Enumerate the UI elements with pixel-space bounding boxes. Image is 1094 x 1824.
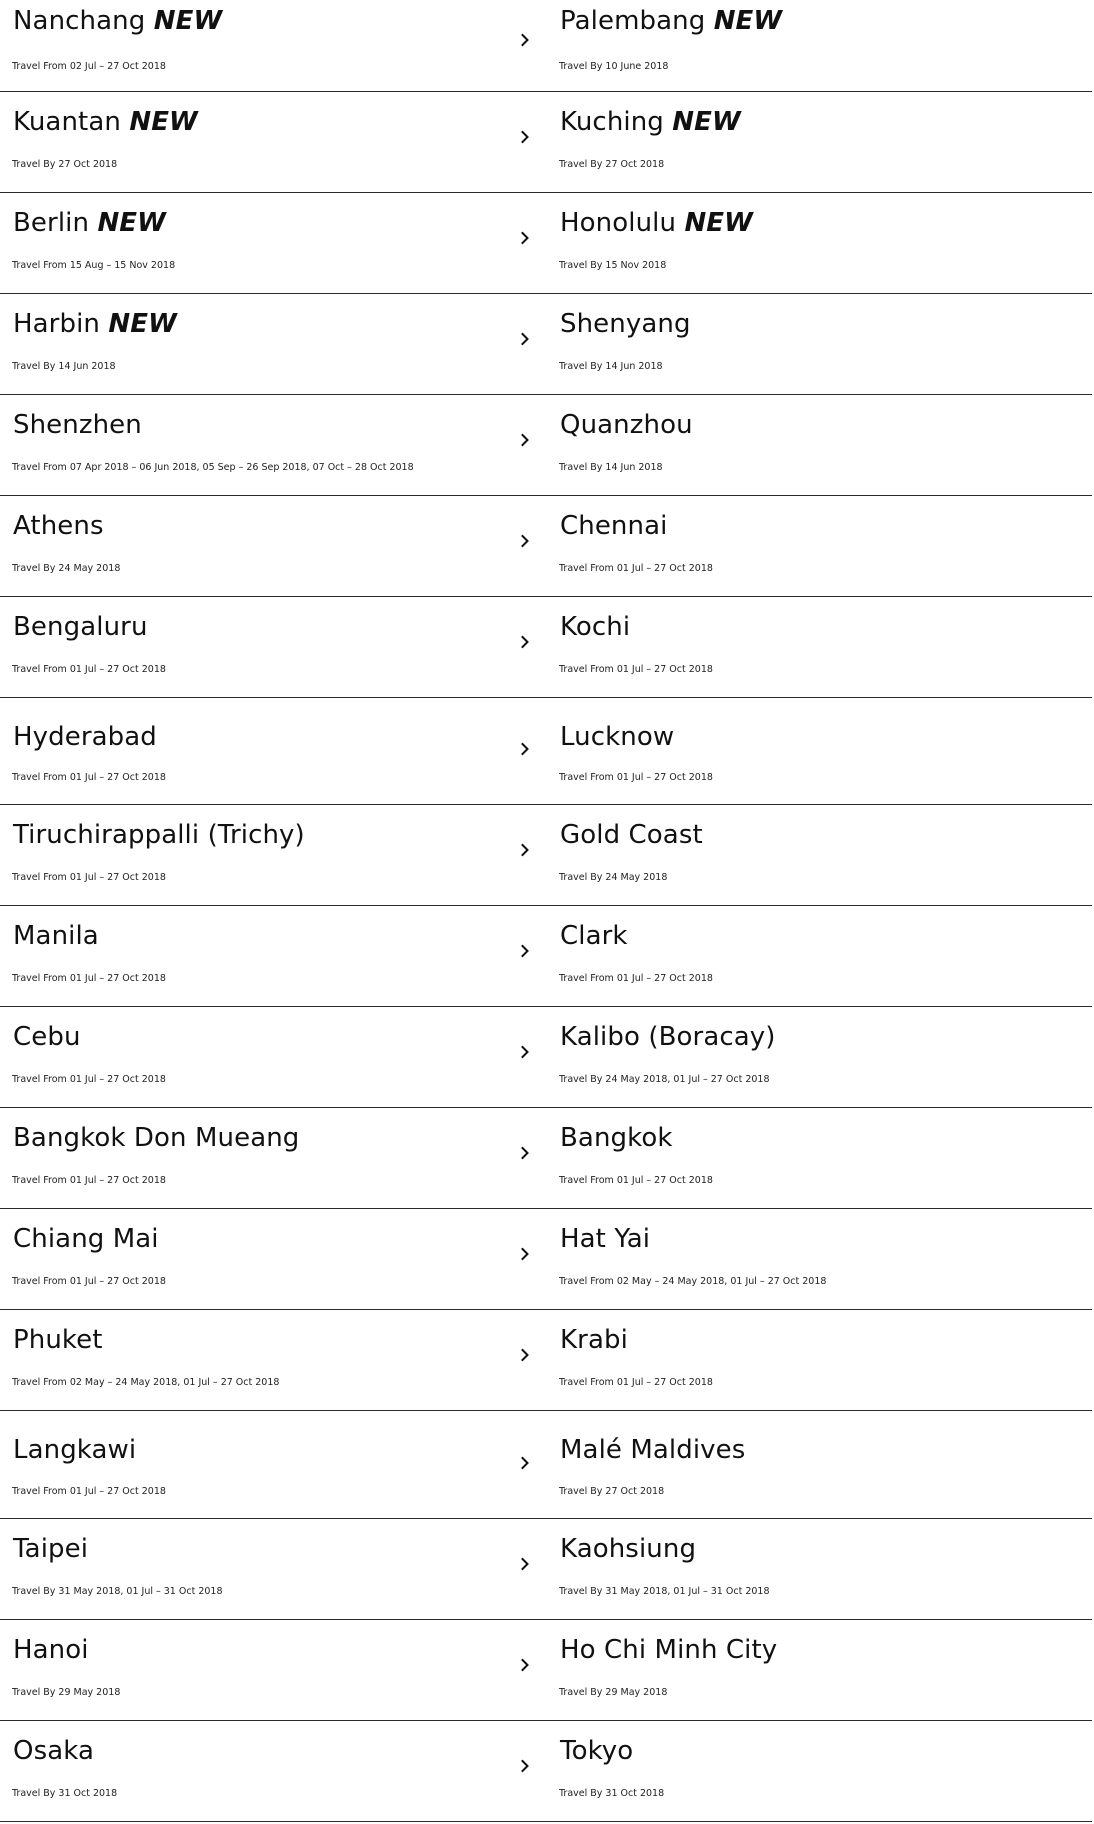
destination-item[interactable] bbox=[546, 805, 1092, 906]
destination-title bbox=[560, 822, 703, 848]
destination-item[interactable] bbox=[0, 1620, 546, 1721]
destination-item[interactable] bbox=[546, 1108, 1092, 1209]
destination-item[interactable] bbox=[0, 805, 546, 906]
city-name: Clark bbox=[560, 921, 628, 951]
destination-row bbox=[0, 597, 1094, 698]
city-name: Kalibo (Boracay) bbox=[560, 1022, 776, 1052]
destination-item[interactable] bbox=[546, 92, 1092, 193]
city-name: Phuket bbox=[13, 1325, 103, 1355]
city-name: Bangkok bbox=[560, 1123, 673, 1153]
travel-period: Travel By 27 Oct 2018 bbox=[12, 159, 118, 170]
destination-item[interactable] bbox=[0, 1007, 546, 1108]
travel-period: Travel From 01 Jul – 27 Oct 2018 bbox=[12, 1074, 166, 1085]
destination-title bbox=[560, 1024, 776, 1050]
city-name: Nanchang bbox=[13, 6, 146, 36]
city-name: Hyderabad bbox=[13, 722, 157, 752]
city-name: Gold Coast bbox=[560, 820, 703, 850]
travel-period: Travel By 24 May 2018, 01 Jul – 27 Oct 2018 bbox=[559, 1074, 770, 1085]
new-badge: NEW bbox=[713, 6, 783, 36]
chevron-right-icon bbox=[517, 230, 533, 246]
destination-title bbox=[13, 311, 177, 337]
destination-item[interactable] bbox=[546, 0, 1092, 92]
destination-row bbox=[0, 0, 1094, 92]
destination-title bbox=[560, 1125, 673, 1151]
destination-item[interactable] bbox=[546, 1310, 1092, 1411]
travel-period: Travel By 14 Jun 2018 bbox=[559, 462, 663, 473]
travel-period: Travel From 02 Jul – 27 Oct 2018 bbox=[12, 61, 166, 72]
destination-item[interactable] bbox=[0, 395, 546, 496]
destination-item[interactable] bbox=[546, 1007, 1092, 1108]
city-name: Quanzhou bbox=[560, 410, 693, 440]
destination-item[interactable] bbox=[0, 1209, 546, 1310]
destination-row bbox=[0, 805, 1094, 906]
chevron-right-icon bbox=[517, 1758, 533, 1774]
destination-row bbox=[0, 906, 1094, 1007]
destination-row bbox=[0, 294, 1094, 395]
destination-item[interactable] bbox=[0, 1519, 546, 1620]
chevron-right-icon bbox=[517, 1455, 533, 1471]
travel-period: Travel By 14 Jun 2018 bbox=[559, 361, 663, 372]
destination-item[interactable] bbox=[0, 294, 546, 395]
city-name: Shenyang bbox=[560, 309, 691, 339]
destination-title bbox=[560, 923, 628, 949]
travel-period: Travel From 02 May – 24 May 2018, 01 Jul – 27 Oct 2018 bbox=[559, 1276, 827, 1287]
chevron-right-icon bbox=[517, 1657, 533, 1673]
chevron-right-icon bbox=[517, 1246, 533, 1262]
destination-item[interactable] bbox=[546, 1519, 1092, 1620]
chevron-right-icon bbox=[517, 1347, 533, 1363]
destination-title bbox=[560, 1226, 650, 1252]
travel-period: Travel From 01 Jul – 27 Oct 2018 bbox=[12, 1175, 166, 1186]
travel-period: Travel From 01 Jul – 27 Oct 2018 bbox=[559, 664, 713, 675]
city-name: Palembang bbox=[560, 6, 706, 36]
travel-period: Travel By 24 May 2018 bbox=[12, 563, 121, 574]
destination-item[interactable] bbox=[0, 496, 546, 597]
travel-period: Travel From 01 Jul – 27 Oct 2018 bbox=[12, 1486, 166, 1497]
destination-item[interactable] bbox=[0, 1411, 546, 1519]
destination-title bbox=[13, 1226, 159, 1252]
destination-title bbox=[13, 1536, 88, 1562]
chevron-right-icon bbox=[517, 1044, 533, 1060]
new-badge: NEW bbox=[153, 6, 223, 36]
city-name: Tokyo bbox=[560, 1736, 634, 1766]
destination-title bbox=[560, 614, 630, 640]
destination-title bbox=[13, 513, 104, 539]
city-name: Cebu bbox=[13, 1022, 81, 1052]
city-name: Kaohsiung bbox=[560, 1534, 697, 1564]
chevron-right-icon bbox=[517, 129, 533, 145]
travel-period: Travel By 31 Oct 2018 bbox=[559, 1788, 665, 1799]
city-name: Kuching bbox=[560, 107, 664, 137]
chevron-right-icon bbox=[517, 533, 533, 549]
city-name: Malé Maldives bbox=[560, 1435, 746, 1465]
city-name: Harbin bbox=[13, 309, 100, 339]
city-name: Athens bbox=[13, 511, 104, 541]
destination-title bbox=[13, 1738, 94, 1764]
city-name: Kochi bbox=[560, 612, 631, 642]
destination-row bbox=[0, 395, 1094, 496]
travel-period: Travel By 24 May 2018 bbox=[559, 872, 668, 883]
travel-period: Travel By 15 Nov 2018 bbox=[559, 260, 667, 271]
travel-period: Travel From 01 Jul – 27 Oct 2018 bbox=[12, 872, 166, 883]
destination-title bbox=[560, 8, 782, 34]
destination-item[interactable] bbox=[0, 1721, 546, 1822]
new-badge: NEW bbox=[684, 208, 753, 238]
destination-row bbox=[0, 1108, 1094, 1209]
city-name: Ho Chi Minh City bbox=[560, 1635, 778, 1665]
destination-item[interactable] bbox=[0, 193, 546, 294]
destination-title bbox=[13, 923, 99, 949]
city-name: Chiang Mai bbox=[13, 1224, 159, 1254]
destination-row bbox=[0, 193, 1094, 294]
chevron-right-icon bbox=[517, 1556, 533, 1572]
destination-row bbox=[0, 1620, 1094, 1721]
destination-item[interactable] bbox=[546, 1209, 1092, 1310]
destination-title bbox=[13, 210, 166, 236]
destination-title bbox=[13, 1125, 299, 1151]
travel-period: Travel From 01 Jul – 27 Oct 2018 bbox=[12, 664, 166, 675]
new-badge: NEW bbox=[108, 309, 177, 339]
travel-period: Travel From 01 Jul – 27 Oct 2018 bbox=[559, 563, 713, 574]
destination-title bbox=[560, 311, 691, 337]
city-name: Hanoi bbox=[13, 1635, 89, 1665]
travel-period: Travel By 29 May 2018 bbox=[559, 1687, 668, 1698]
chevron-right-icon bbox=[517, 432, 533, 448]
destination-title bbox=[13, 1437, 136, 1463]
new-badge: NEW bbox=[97, 208, 166, 238]
destination-title bbox=[560, 1536, 696, 1562]
city-name: Berlin bbox=[13, 208, 90, 238]
destination-title bbox=[13, 614, 148, 640]
destination-row bbox=[0, 1007, 1094, 1108]
chevron-right-icon bbox=[517, 1145, 533, 1161]
travel-period: Travel From 01 Jul – 27 Oct 2018 bbox=[559, 973, 713, 984]
new-badge: NEW bbox=[672, 107, 741, 137]
city-name: Honolulu bbox=[560, 208, 677, 238]
destination-title bbox=[560, 513, 667, 539]
destination-item[interactable] bbox=[0, 698, 546, 805]
destination-item[interactable] bbox=[546, 1411, 1092, 1519]
destination-item[interactable] bbox=[0, 906, 546, 1007]
travel-period: Travel From 15 Aug – 15 Nov 2018 bbox=[12, 260, 176, 271]
travel-period: Travel From 01 Jul – 27 Oct 2018 bbox=[12, 973, 166, 984]
travel-period: Travel From 01 Jul – 27 Oct 2018 bbox=[559, 1377, 713, 1388]
destination-row bbox=[0, 1411, 1094, 1519]
destination-title bbox=[560, 412, 693, 438]
travel-period: Travel By 29 May 2018 bbox=[12, 1687, 121, 1698]
destination-title bbox=[13, 412, 142, 438]
destination-title bbox=[560, 1327, 628, 1353]
destination-title bbox=[13, 1327, 103, 1353]
chevron-right-icon bbox=[517, 842, 533, 858]
destination-title bbox=[560, 1738, 633, 1764]
destination-title bbox=[560, 1637, 777, 1663]
city-name: Hat Yai bbox=[560, 1224, 651, 1254]
destination-item[interactable] bbox=[546, 496, 1092, 597]
destination-title bbox=[560, 1437, 745, 1463]
travel-period: Travel From 01 Jul – 27 Oct 2018 bbox=[12, 772, 166, 783]
destination-title bbox=[560, 210, 753, 236]
travel-period: Travel By 14 Jun 2018 bbox=[12, 361, 116, 372]
travel-period: Travel By 31 May 2018, 01 Jul – 31 Oct 2018 bbox=[559, 1586, 770, 1597]
destination-item[interactable] bbox=[546, 395, 1092, 496]
chevron-right-icon bbox=[517, 943, 533, 959]
travel-period: Travel By 27 Oct 2018 bbox=[559, 1486, 665, 1497]
city-name: Lucknow bbox=[560, 722, 675, 752]
destination-title bbox=[13, 8, 222, 34]
chevron-right-icon bbox=[517, 741, 533, 757]
travel-period: Travel From 07 Apr 2018 – 06 Jun 2018, 05 Sep – 26 Sep 2018, 07 Oct – 28 Oct 2018 bbox=[12, 462, 414, 473]
destination-row bbox=[0, 1721, 1094, 1822]
city-name: Manila bbox=[13, 921, 99, 951]
destination-row bbox=[0, 698, 1094, 805]
city-name: Kuantan bbox=[13, 107, 121, 137]
city-name: Krabi bbox=[560, 1325, 628, 1355]
city-name: Bangkok Don Mueang bbox=[13, 1123, 300, 1153]
city-name: Tiruchirappalli (Trichy) bbox=[13, 820, 305, 850]
city-name: Osaka bbox=[13, 1736, 94, 1766]
travel-period: Travel By 27 Oct 2018 bbox=[559, 159, 665, 170]
travel-period: Travel From 01 Jul – 27 Oct 2018 bbox=[559, 772, 713, 783]
destination-title bbox=[13, 724, 157, 750]
destination-item[interactable] bbox=[0, 1108, 546, 1209]
destination-title bbox=[560, 724, 674, 750]
destination-item[interactable] bbox=[546, 1620, 1092, 1721]
destination-item[interactable] bbox=[0, 92, 546, 193]
destination-item[interactable] bbox=[0, 0, 546, 92]
destination-title bbox=[13, 822, 305, 848]
chevron-right-icon bbox=[517, 331, 533, 347]
new-badge: NEW bbox=[129, 107, 198, 137]
travel-period: Travel From 01 Jul – 27 Oct 2018 bbox=[559, 1175, 713, 1186]
travel-period: Travel By 31 May 2018, 01 Jul – 31 Oct 2018 bbox=[12, 1586, 223, 1597]
destination-row bbox=[0, 1209, 1094, 1310]
travel-period: Travel By 10 June 2018 bbox=[559, 61, 669, 72]
destination-item[interactable] bbox=[546, 1721, 1092, 1822]
destination-title bbox=[560, 109, 741, 135]
destination-title bbox=[13, 109, 198, 135]
destination-row bbox=[0, 496, 1094, 597]
destination-item[interactable] bbox=[0, 1310, 546, 1411]
destination-row bbox=[0, 1519, 1094, 1620]
destination-item[interactable] bbox=[0, 597, 546, 698]
travel-period: Travel From 02 May – 24 May 2018, 01 Jul – 27 Oct 2018 bbox=[12, 1377, 280, 1388]
destination-row bbox=[0, 92, 1094, 193]
destination-item[interactable] bbox=[546, 906, 1092, 1007]
destination-item[interactable] bbox=[546, 698, 1092, 805]
destination-row bbox=[0, 1310, 1094, 1411]
city-name: Chennai bbox=[560, 511, 668, 541]
travel-period: Travel By 31 Oct 2018 bbox=[12, 1788, 118, 1799]
chevron-right-icon bbox=[517, 634, 533, 650]
destination-title bbox=[13, 1637, 89, 1663]
destination-item[interactable] bbox=[546, 597, 1092, 698]
chevron-right-icon bbox=[517, 32, 533, 48]
city-name: Taipei bbox=[13, 1534, 89, 1564]
travel-period: Travel From 01 Jul – 27 Oct 2018 bbox=[12, 1276, 166, 1287]
city-name: Langkawi bbox=[13, 1435, 137, 1465]
destination-title bbox=[13, 1024, 81, 1050]
destination-item[interactable] bbox=[546, 193, 1092, 294]
destination-item[interactable] bbox=[546, 294, 1092, 395]
city-name: Shenzhen bbox=[13, 410, 142, 440]
city-name: Bengaluru bbox=[13, 612, 148, 642]
